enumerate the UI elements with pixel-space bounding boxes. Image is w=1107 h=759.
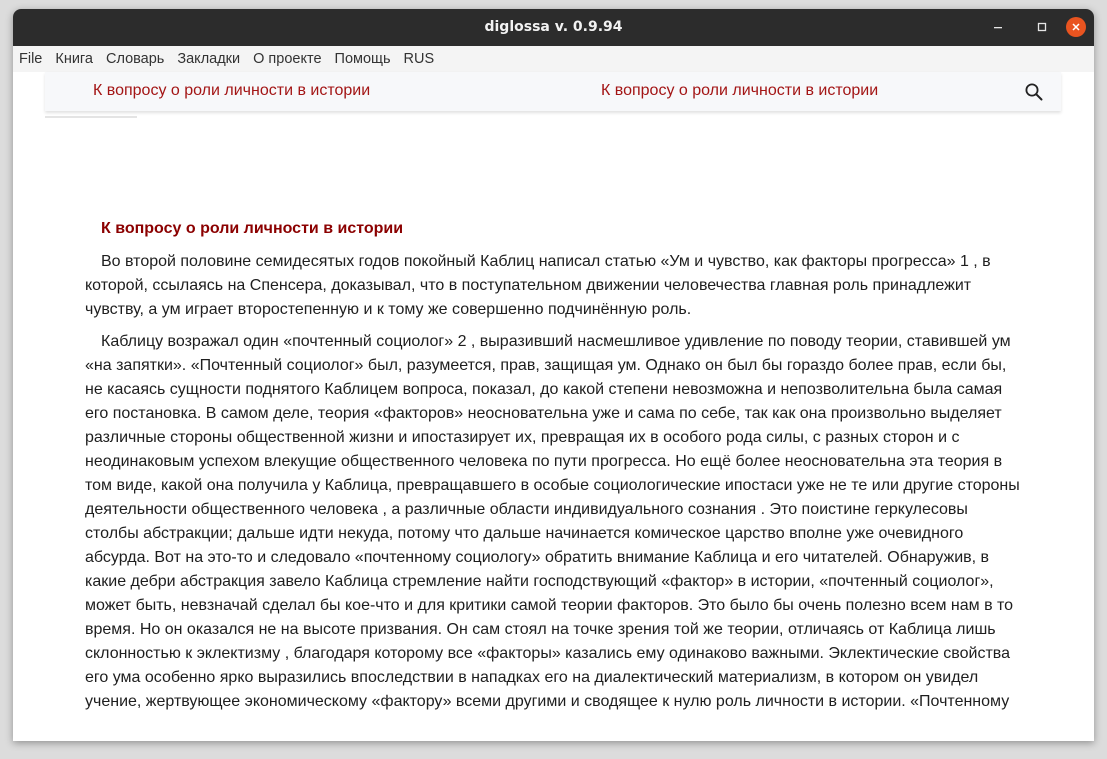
- close-icon: [1071, 22, 1081, 32]
- tab-indicator: [45, 116, 137, 118]
- document-title: К вопросу о роли личности в истории: [101, 220, 404, 237]
- header-title-translation[interactable]: К вопросу о роли личности в истории: [601, 82, 879, 99]
- paragraph-2: Каблицу возражал один «почтенный социолог» 2 , выразивший насмешливое удивление по поводу теории, ставившей ум «на запятки». «Почтенный социолог» был, разумеется, прав, защищая ум. Однако он был бы гораздо более прав, если бы, не касаясь сущности поднятого Каблицем вопроса, показал, до какой степени невозможна и непозволительна была самая его постановка. В самом деле, теория «факторов» неосновательна уже и сама по себе, так как она произвольно выделяет различные стороны общественной жизни и ипостазирует их, превращая их в особого рода силы, с разных сторон и с неодинаковым успехом влекущие общественного человека по пути прогресса. Но ещё более неосновательна эта теория в том виде, какой она получила у Каблица, превращавшего в особые социологические ипостаси уже не те или другие стороны деятельности общественного человека , а различные области индивидуального сознания . Это поистине геркулесовы столбы абстракции; дальше идти некуда, потому что дальше начинается комическое царство вполне уже очевидного абсурда. Вот на это-то и следовало «почтенному социологу» обратить внимание Каблица и его читателей. Обнаружив, в какие дебри абстракция завело Каблица стремление найти господствующий «фактор» в истории, «почтенный социолог», может быть, невзначай сделал бы кое-что и для критики самой теории факторов. Это было бы очень полезно всем нам в то время. Но он оказался не на высоте призвания. Он сам стоял на точке зрения той же теории, отличаясь от Каблица лишь склонностью к эклектизму , благодаря которому все «факторы» казались ему одинаково важными. Эклектические свойства его ума особенно ярко выразились впоследствии в нападках его на диалектический материализм, в котором он увидел учение, жертвующее экономическому «фактору» всеми другими и сводящее к нулю роль личности в истории. «Почтенному: [85, 333, 1020, 710]
- menu-dictionary[interactable]: Словарь: [105, 51, 165, 67]
- maximize-icon: [1037, 22, 1047, 32]
- close-button[interactable]: [1066, 17, 1086, 37]
- book-header: [45, 72, 1061, 111]
- minimize-icon: [993, 22, 1003, 32]
- document-content: [85, 216, 1025, 722]
- menu-book[interactable]: Книга: [55, 51, 93, 67]
- app-window: [13, 9, 1094, 741]
- search-icon: [1024, 82, 1044, 102]
- menu-file[interactable]: File: [19, 51, 43, 67]
- minimize-button[interactable]: [988, 17, 1008, 37]
- menu-language[interactable]: RUS: [403, 51, 435, 67]
- header-title-original[interactable]: К вопросу о роли личности в истории: [93, 82, 371, 99]
- menu-help[interactable]: Помощь: [334, 51, 391, 67]
- menu-bookmarks[interactable]: Закладки: [177, 51, 241, 67]
- window-title: diglossa v. 0.9.94: [484, 19, 623, 35]
- title-bar[interactable]: [13, 9, 1094, 46]
- paragraph-1: Во второй половине семидесятых годов покойный Каблиц написал статью «Ум и чувство, как факторы прогресса» 1 , в которой, ссылаясь на Спенсера, доказывал, что в поступательном движении человечества главная роль принадлежит чувству, а ум играет второстепенную и к тому же совершенно подчинённую роль.: [85, 253, 991, 318]
- menu-bar: [13, 46, 1094, 72]
- search-button[interactable]: [1024, 82, 1044, 102]
- maximize-button[interactable]: [1032, 17, 1052, 37]
- menu-about[interactable]: О проекте: [253, 51, 322, 67]
